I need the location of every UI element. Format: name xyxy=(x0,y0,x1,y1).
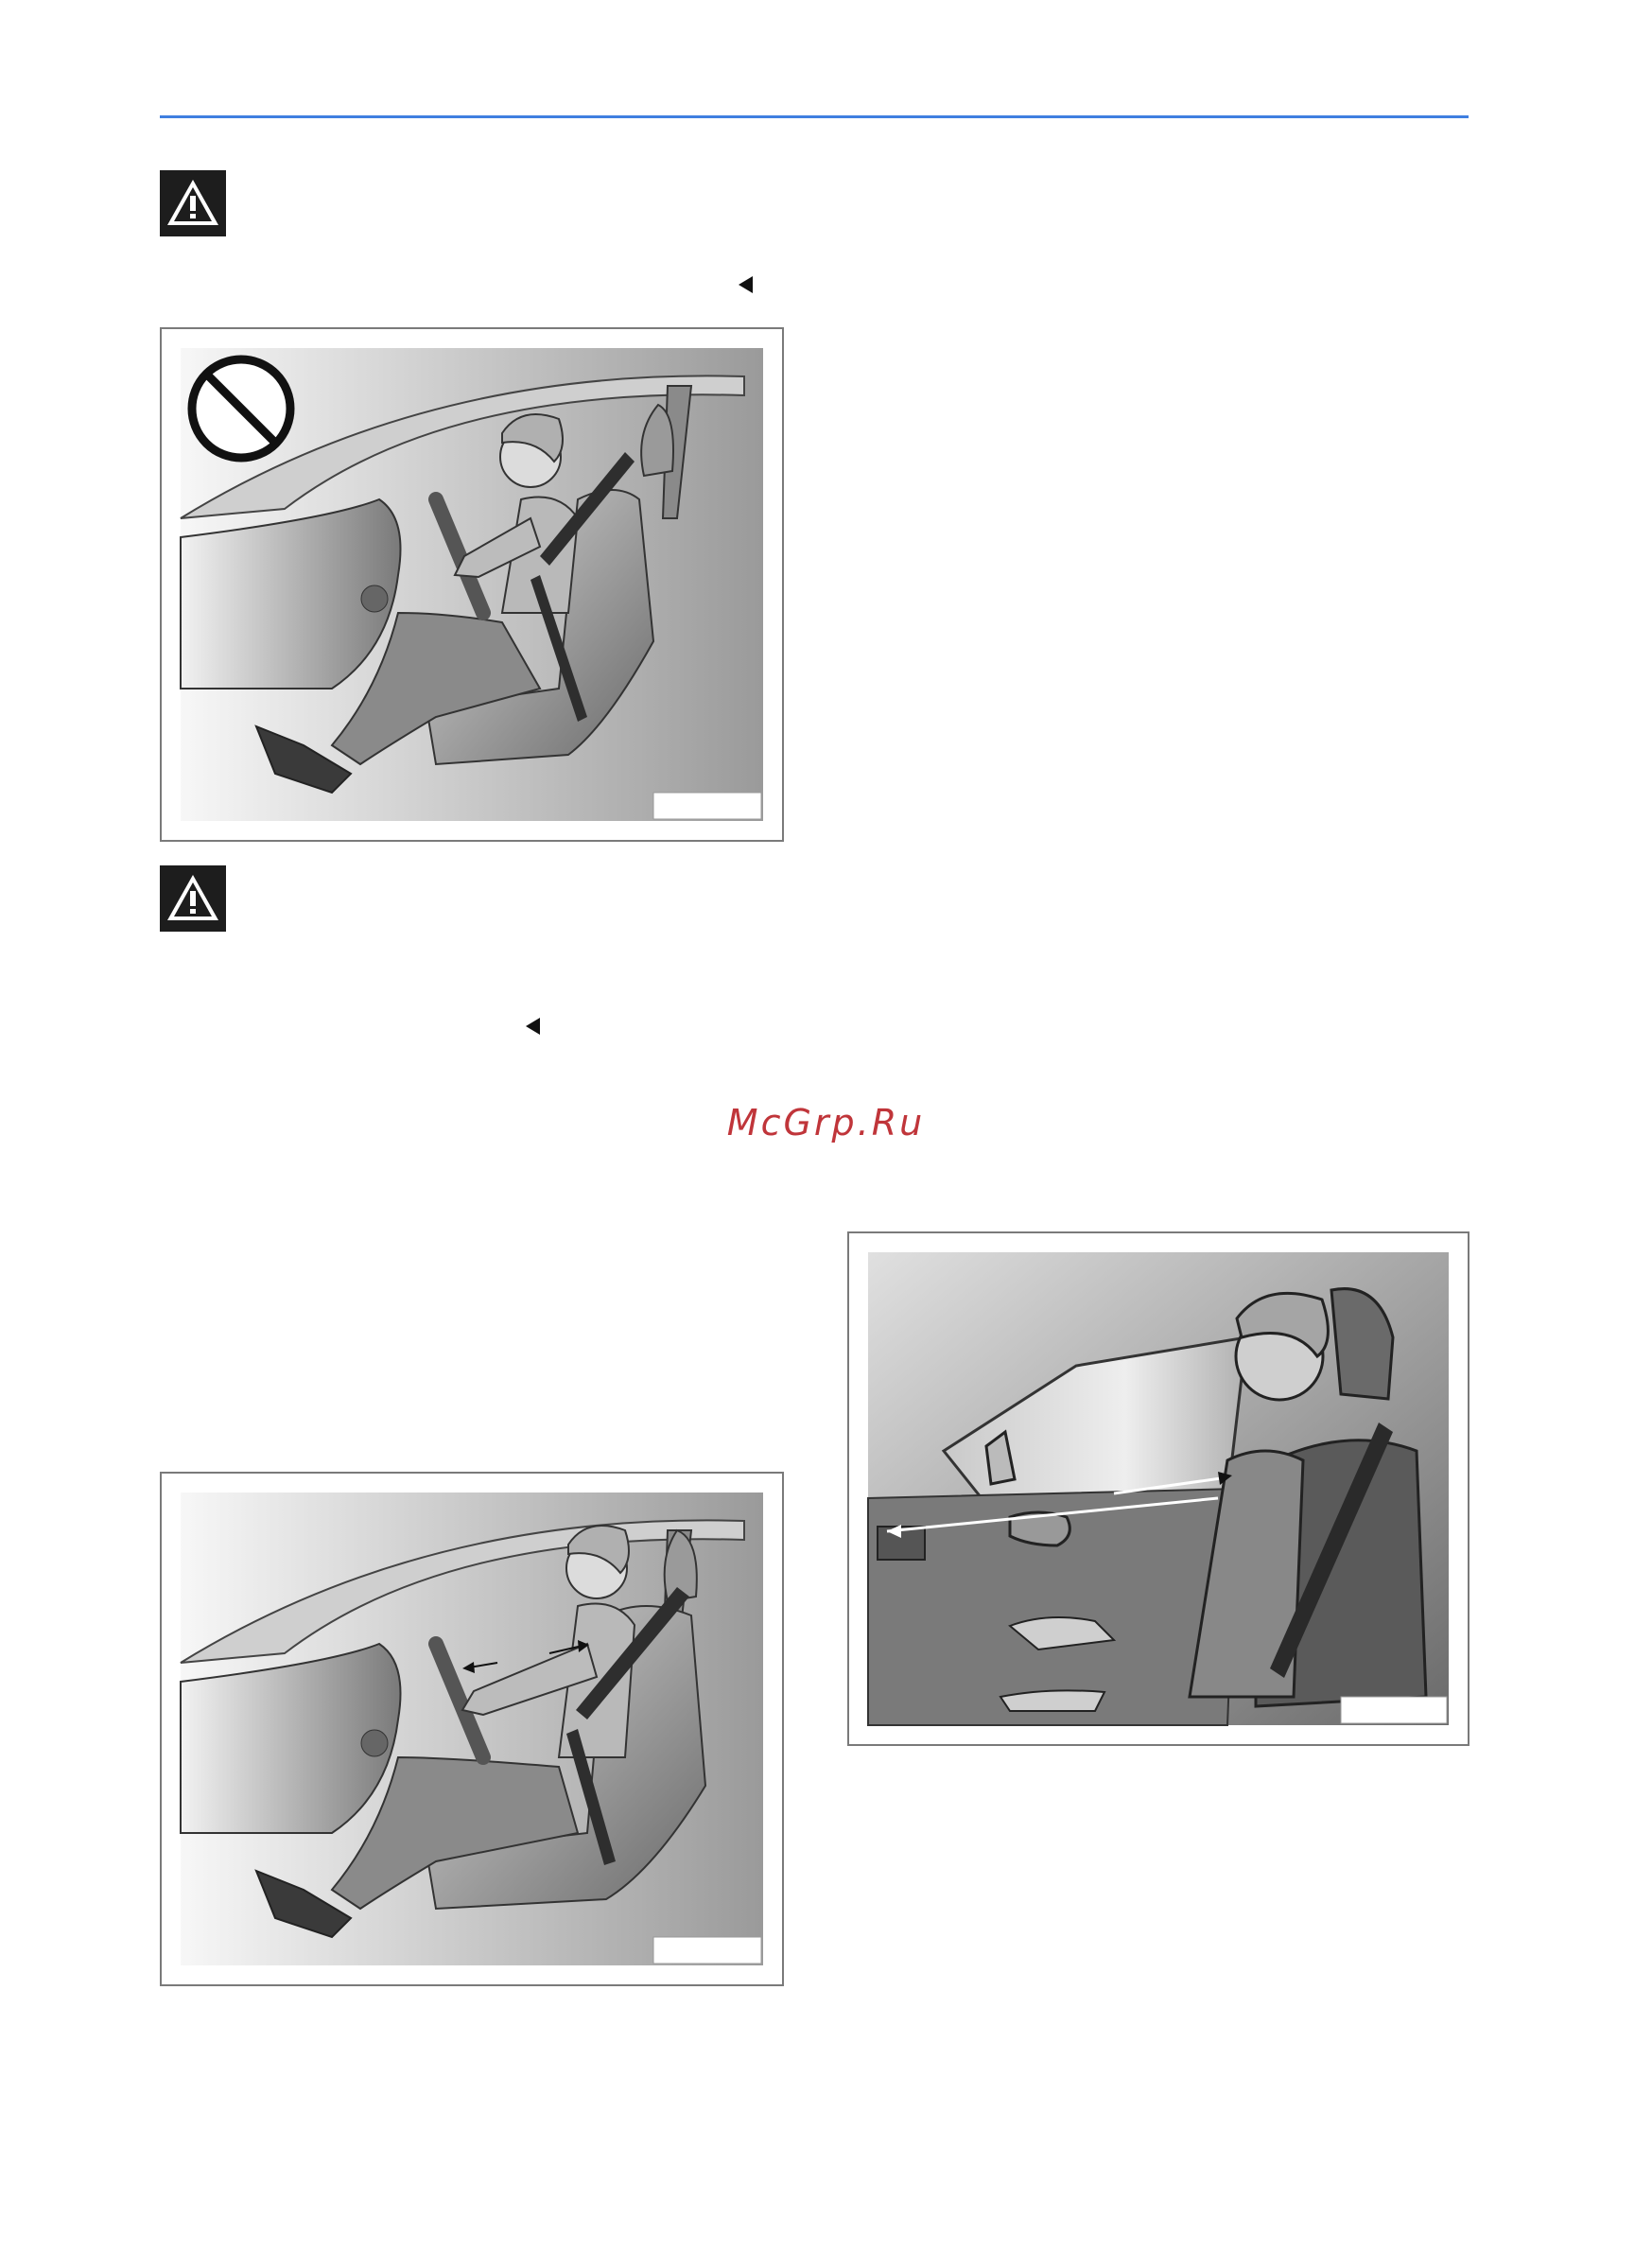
warning-triangle-icon xyxy=(160,170,226,236)
figure-incorrect-posture xyxy=(160,327,784,842)
end-of-section-triangle-icon xyxy=(523,1016,544,1037)
warning-triangle-icon xyxy=(160,865,226,932)
figure-passenger-posture xyxy=(847,1231,1469,1746)
header-rule xyxy=(160,115,1469,118)
watermark: McGrp.Ru xyxy=(726,1102,926,1143)
figure-correct-distance xyxy=(160,1472,784,1986)
end-of-section-triangle-icon xyxy=(736,274,756,295)
